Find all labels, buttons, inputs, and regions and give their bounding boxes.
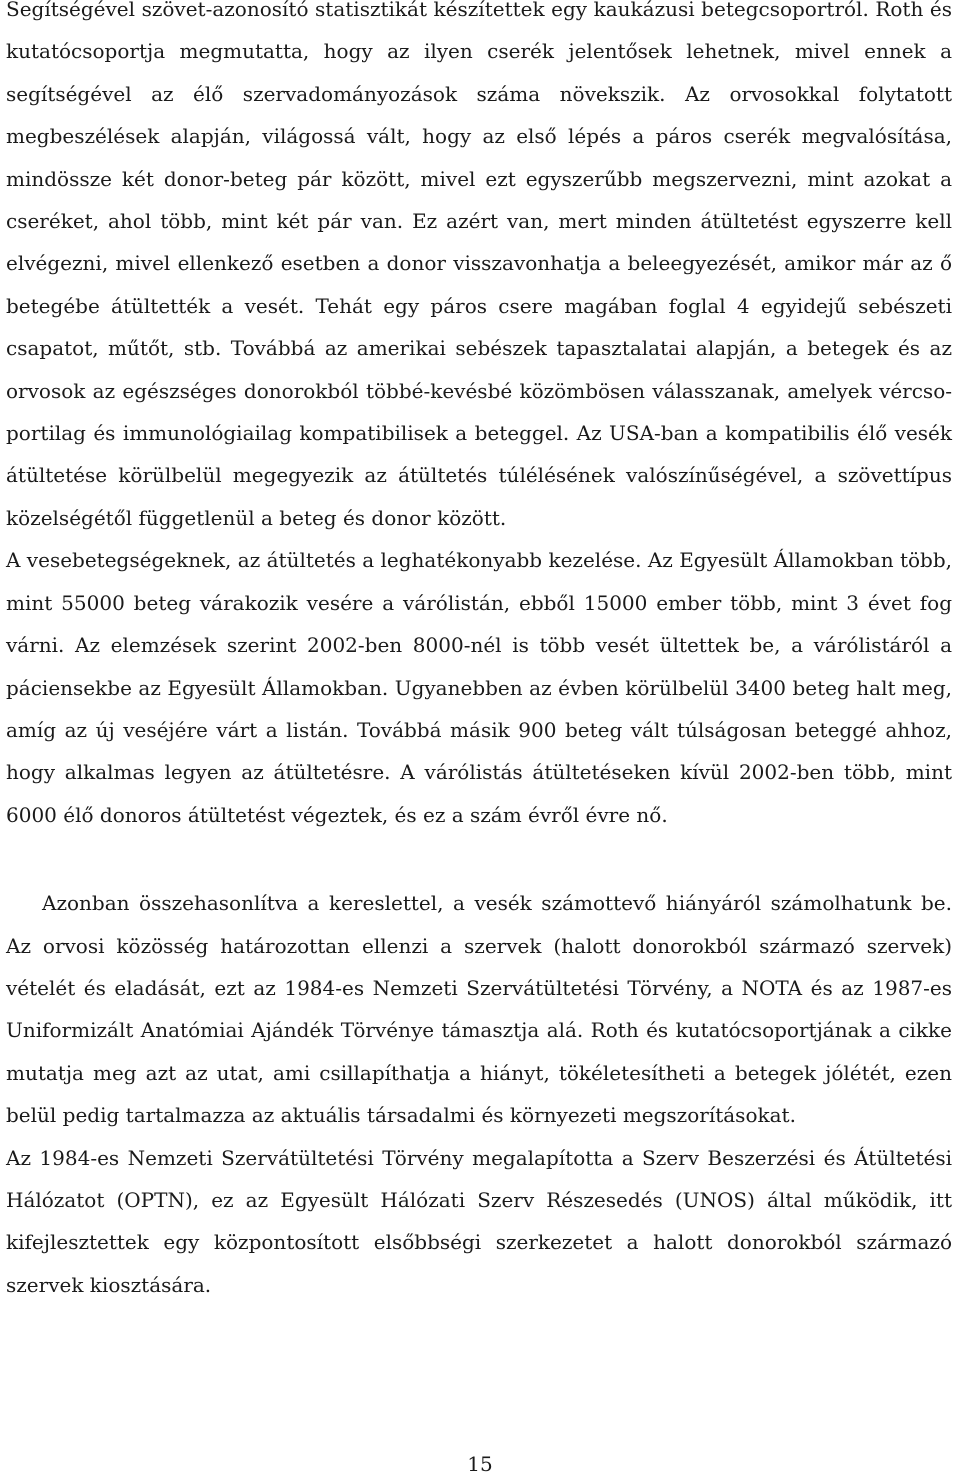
paragraph-tissue-statistics: Segítségével szövet-azonosító statisztikát készítettek egy kaukázusi betegcsoportról. Roth és kutatócsoportja megmutatta, hogy az ilyen cserék jelentősek lehetnek, mivel ennek a segítségével az élő szervadományozások száma növekszik. Az orvosokkal folytatott megbeszélések alapján, világossá vált, hogy az első lépés a páros cserék megvalósítása, mindössze két donor-beteg pár között, mivel ezt egyszerűbb megszervezni, mint azokat a cseréket, ahol több, mint két pár van. Ez azért van, mert minden átültetést egyszerre kell elvégezni, mivel ellenkező esetben a donor visszavonhatja a beleegyezését, amikor már az ő betegébe átültették a vesét. Tehát egy páros csere magában foglal 4 egyidejű sebészeti csapatot, műtőt, stb. Továbbá az amerikai sebészek tapasztalatai alapján, a betegek és az orvosok az egészséges donorokból többé-kevésbé közömbösen válasszanak, amelyek vércsoportilag és immunológiailag kompatibilisek a beteggel. Az USA-ban a kompatibilis élő vesék átültetése körülbelül megegyezik az átültetés túlélésének valószínűségével, a szövettípus közelségétől függetlenül a beteg és donor között.	[6, 0, 952, 530]
paragraph-spacer	[6, 836, 952, 882]
paragraph-kidney-transplant: A vesebetegségeknek, az átültetés a leghatékonyabb kezelése. Az Egyesült Államokban több, mint 55000 beteg várakozik vesére a várólistán, ebből 15000 ember több, mint 3 évet fog várni. Az elemzések szerint 2002-ben 8000-nél is több vesét ültettek be, a várólistáról a páciensekbe az Egyesült Államokban. Ugyanebben az évben körülbelül 3400 beteg halt meg, amíg az új veséjére várt a listán. Továbbá másik 900 beteg vált túlságosan beteggé ahhoz, hogy alkalmas legyen az átültetésre. A várólistás átültetéseken kívül 2002-ben több, mint 6000 élő donoros átültetést végeztek, és ez a szám évről évre nő.	[6, 548, 952, 827]
paragraph-kidney-shortage: Azonban összehasonlítva a kereslettel, a vesék számottevő hiányáról számolhatunk be. Az orvosi közösség határozottan ellenzi a szervek (halott donorokból származó szervek) vételét és eladását, ezt az 1984-es Nemzeti Szervátültetési Törvény, a NOTA és az 1987-es Uniformizált Anatómiai Ajándék Törvénye támasztja alá. Roth és kutatócsoportjának a cikke mutatja meg azt az utat, ami csillapíthatja a hiányt, tökéletesítheti a betegek jólétét, ezen belül pedig tartalmazza az aktuális társadalmi és környezeti megszorításokat.	[6, 891, 952, 1128]
document-body	[6, 0, 952, 1306]
page-number: 15	[467, 1452, 493, 1476]
paragraph-optn-unos: Az 1984-es Nemzeti Szervátültetési Törvény megalapította a Szerv Beszerzési és Átültetési Hálózatot (OPTN), ez az Egyesült Hálózati Szerv Részesedés (UNOS) által működik, itt kifejlesztettek egy központosított elsőbbségi szerkezetet a halott donorokból származó szervek kiosztására.	[6, 1145, 952, 1297]
